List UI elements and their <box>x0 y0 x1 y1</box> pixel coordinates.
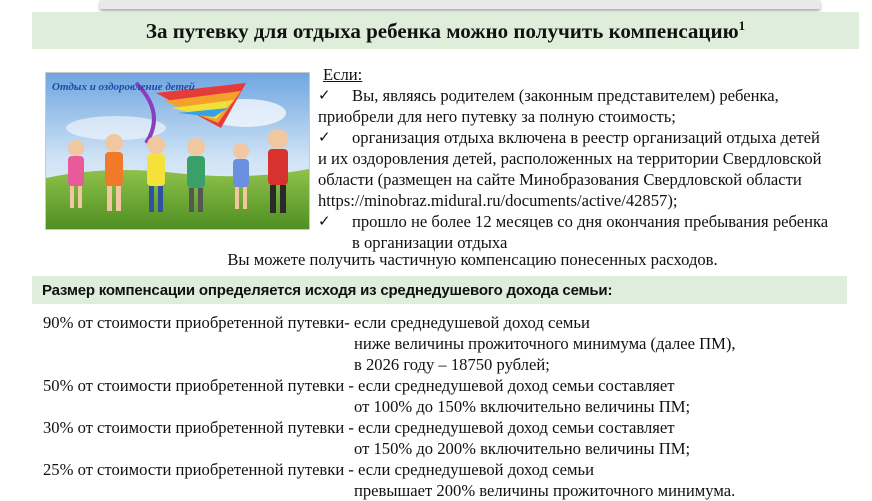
condition-item <box>318 211 863 253</box>
photo-illustration <box>46 73 309 229</box>
rate-line: 50% от стоимости приобретенной путевки - если среднедушевой доход семьи составляет <box>43 376 675 395</box>
rates-list <box>0 312 872 501</box>
rate-line-indented: в 2026 году – 18750 рублей; <box>354 355 550 374</box>
rate-line-indented: ниже величины прожиточного минимума (далее ПМ), <box>354 334 736 353</box>
rate-line: 30% от стоимости приобретенной путевки - если среднедушевой доход семьи составляет <box>43 418 675 437</box>
checkmark-icon: ✓ <box>318 86 331 104</box>
compensation-size-band <box>32 276 847 304</box>
checkmark-icon: ✓ <box>318 212 331 230</box>
condition-rest: в организации отдыха <box>352 233 508 252</box>
photo-caption: Отдых и оздоровление детей <box>52 81 195 93</box>
checkmark-icon: ✓ <box>318 128 331 146</box>
children-photo <box>45 72 310 230</box>
title-band <box>32 12 859 49</box>
page-title-text: За путевку для отдыха ребенка можно получить компенсацию <box>145 18 739 43</box>
top-paper-strip <box>100 0 820 9</box>
rate-line-indented: от 150% до 200% включительно величины ПМ; <box>354 439 691 458</box>
condition-first-line: прошло не более 12 месяцев со дня окончания пребывания ребенка <box>352 212 829 231</box>
rate-line: 90% от стоимости приобретенной путевки- если среднедушевой доход семьи <box>43 313 590 332</box>
partial-compensation-text: Вы можете получить частичную компенсацию понесенных расходов. <box>227 250 718 269</box>
condition-rest: приобрели для него путевку за полную стоимость; <box>318 107 676 126</box>
compensation-size-header: Размер компенсации определяется исходя из среднедушевого дохода семьи: <box>42 281 613 299</box>
title-footnote: 1 <box>738 17 746 33</box>
condition-first-line: организация отдыха включена в реестр организаций отдыха детей <box>352 128 820 147</box>
conditions-block <box>318 64 863 253</box>
condition-item <box>318 127 863 211</box>
condition-item <box>318 85 863 127</box>
condition-rest: и их оздоровления детей, расположенных на территории Свердловской области (размещен на сайте Минобразования Свердловской области https://minobraz.midural.ru/documents/active/42857); <box>318 149 822 210</box>
rate-line: 25% от стоимости приобретенной путевки - если среднедушевой доход семьи <box>43 460 594 479</box>
page-title <box>146 18 745 44</box>
condition-first-line: Вы, являясь родителем (законным представителем) ребенка, <box>352 86 779 105</box>
conditions-if-label: Если: <box>323 65 363 84</box>
rate-line-indented: превышает 200% величины прожиточного минимума. <box>354 481 736 500</box>
rate-line-indented: от 100% до 150% включительно величины ПМ; <box>354 397 691 416</box>
